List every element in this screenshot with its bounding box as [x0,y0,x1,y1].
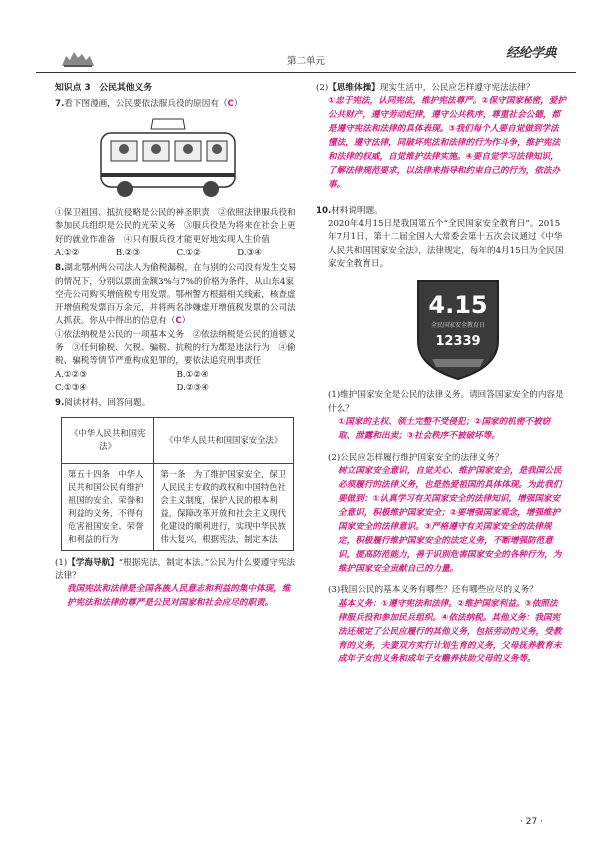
brand-text: 经纶学典 [506,46,557,61]
q10-sub3: (3)我国公民的基本义务有哪些？还有哪些应尽的义务？ [328,585,538,596]
q8-number: 8. [55,263,65,274]
q8-stem-end: ） [181,316,191,327]
q10-sub1-answer: ①国家的主权、领土完整不受侵犯；②国家的机密不被窃取、泄露和出卖；③社会秩序不被破坏等。 [338,416,551,441]
q7-choice-b[interactable]: B.②③ [115,247,141,258]
q10-material: 2020年4月15日是我国第五个“全民国家安全教育日”。2015年7月1日，第十二届全国人大常委会第十五次会议通过《中华人民共和国国家安全法》，法律规定，每年的4月15日为全民国家安全教育日。 [328,219,564,270]
q8-choices-row2 [55,382,298,395]
q9-sub1-tag: 【学海导航】 [67,557,119,568]
question-7 [55,98,298,261]
q9-sub1: (1)【学海导航】“根据宪法，制定本法。”公民为什么要遵守宪法法律？ [55,557,296,582]
q10-sub3-answer: 基本义务：①遵守宪法和法律。②维护国家利益。③依照法律服兵役和参加民兵组织。④依法纳税。其他义务：我国宪法还规定了公民应履行的其他义务，包括劳动的义务，受教育的义务，夫妻双方实行计划生育的义务，父母抚养教育未成年子女的义务和成年子女赡养扶助父母的义务等。 [338,598,562,665]
brand-logo [506,44,568,68]
q10-sub1: (1)维护国家安全是公民的法律义务。请回答国家安全的内容是什么？ [328,390,564,414]
q7-number: 7. [55,98,65,109]
header-divider [36,72,576,73]
q9-sub2-text: 现实生活中，公民应怎样遵守宪法法律？ [379,83,535,93]
q8-choice-a[interactable]: A.①②③ [55,369,88,380]
q8-answer: C [175,316,182,327]
q9-sub2-answer: ①忠于宪法，认同宪法，维护宪法尊严。②保守国家秘密，爱护公共财产，遵守劳动纪律，遵守公共秩序，尊重社会公德，都是遵守宪法和法律的具体表现。③我们每个人要自觉做到学法懂法，遵守法律，同破坏宪法和法律的行为作斗争，维护宪法和法律的权威，自觉维护法律实施。④要自觉学习法律知识，了解法律规范要求，以法律来指导和约束自己的行为，依法办事。 [328,96,566,190]
q7-options-text: ①保卫祖国、抵抗侵略是公民的神圣职责 ②依照法律服兵役和参加民兵组织是公民的光荣义务 ③服兵役是为将来在社会上更好的就业作准备 ④只有服兵役才能更好地实现人生价值 [55,207,296,245]
q7-choices [55,247,298,260]
question-8 [55,262,298,395]
page-number: · 27 · [520,817,543,827]
q10-sub2: (2)公民应怎样履行维护国家安全的法律义务？ [328,452,504,463]
badge-hotline-text: 12339 [435,334,481,350]
table-head-security-law: 《中华人民共和国国家安全法》 [154,417,294,463]
security-day-badge [414,277,502,381]
question-9 [55,397,298,611]
q7-choice-c[interactable]: C.①② [176,247,201,258]
q8-options-text: ①依法纳税是公民的一项基本义务 ②依法纳税是公民的道德义务 ③任何偷税、欠税、骗税、抗税的行为都是违法行为 ④偷税、骗税等情节严重构成犯罪的，要依法追究刑事责任 [55,329,296,367]
section-title: 知识点 3 公民其他义务 [55,83,153,93]
q7-answer: C [227,98,234,109]
q9-sub2 [316,82,566,193]
q7-choice-d[interactable]: D.③④ [237,247,262,258]
q8-choice-c[interactable]: C.①③④ [55,383,88,393]
q8-choice-d[interactable]: D.②③④ [176,383,209,393]
q9-number: 9. [55,398,65,409]
q9-sub2-tag: 【思维体操】 [328,83,380,93]
badge-caption-text: 全民国家安全教育日 [430,322,486,330]
law-table [61,417,294,551]
q7-comic-image [93,115,243,203]
q7-choice-a[interactable]: A.①② [55,247,80,258]
q9-sub1-text: “根据宪法，制定本法。”公民为什么要遵守宪法法律？ [55,557,296,582]
q9-sub1-answer: 我国宪法和法律是全国各族人民意志和利益的集中体现，维护宪法和法律的尊严是公民对国家和社会应尽的职责。 [67,584,291,609]
left-column [55,82,298,613]
q9-stem: 阅读材料，回答问题。 [64,398,151,409]
unit-title: 第二单元 [286,56,325,67]
badge-date-text: 4.15 [428,291,488,320]
table-cell-security-law: 第一条 为了维护国家安全，保卫人民民主专政的政权和中国特色社会主义制度，保护人民的根本利益，保障改革开放和社会主义现代化建设的顺利进行，实现中华民族伟大复兴，根据宪法，制定本法 [154,463,294,550]
question-10 [316,205,566,668]
table-cell-constitution: 第五十四条 中华人民共和国公民有维护祖国的安全、荣誉和利益的义务，不得有危害祖国安全、荣誉和利益的行为 [62,463,154,550]
q7-stem-end: ） [233,98,243,109]
right-column [316,82,566,669]
q10-sub2-answer: 树立国家安全意识，自觉关心、维护国家安全，是我国公民必须履行的法律义务，也是热爱祖国的具体体现。为此我们要做到：①认真学习有关国家安全的法律知识，增强国家安全意识，积极维护国家安全；②要增强国家观念，增强维护国家安全的法律意识。③严格遵守有关国家安全的法律规定，积极履行维护国家安全的法定义务，不断增强防范意识，提高防范能力，善于识别危害国家安全的各种行为，为维护国家安全贡献自己的力量。 [338,466,562,574]
q8-choice-b[interactable]: B.①②④ [176,369,209,380]
q7-stem: 看下图漫画，公民要依法服兵役的原因有（ [64,98,228,109]
q9-sub2-number: (2) [316,83,329,93]
q10-stem: 材料说明题。 [331,205,383,216]
q10-number: 10. [316,205,332,216]
q8-choices-row1 [55,369,298,382]
table-head-constitution: 《中华人民共和国宪法》 [62,417,154,463]
q8-stem: 湖北鄂州两公司法人为偷税漏税，在与别的公司没有发生交易的情况下，分别以票面金额3%与7%的价格为条件，从山东4家空壳公司购买增值税专用发票。鄂州警方根据相关线索，核查虚开增值税发票百万余元，并将两名涉嫌虚开增值税发票的公司法人抓获。你从中得出的信息有（ [55,263,297,327]
